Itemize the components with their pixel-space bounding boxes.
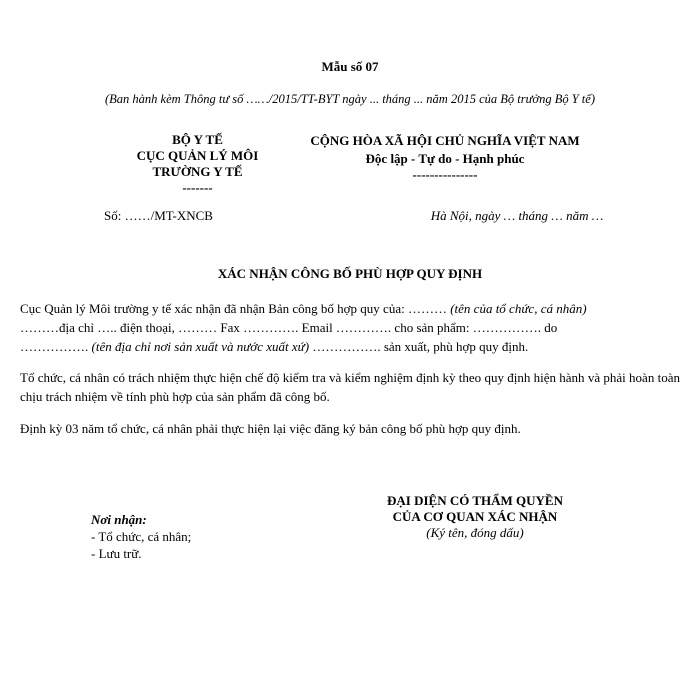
- recipients-heading: Nơi nhận:: [91, 512, 147, 527]
- p1-text2: ………địa chỉ ….. điện thoại, ……… Fax …………. Email …………. cho sản phẩm: ……………. do: [20, 320, 558, 335]
- document-title: XÁC NHẬN CÔNG BỐ PHÙ HỢP QUY ĐỊNH: [217, 266, 483, 281]
- paragraph-confirmation: [20, 299, 680, 356]
- signature-note: (Ký tên, đóng dấu): [426, 525, 524, 540]
- ministry-name: BỘ Y TẾ: [172, 132, 223, 147]
- nation-divider: ---------------: [412, 167, 478, 182]
- paragraph-responsibility: Tổ chức, cá nhân có trách nhiệm thực hiện chế độ kiểm tra và kiểm nghiệm định kỳ theo quy định hiện hành và phải hoàn toàn chịu trách nhiệm về tính phù hợp của sản phẩm đã công bố.: [20, 370, 680, 404]
- recipients-block: [91, 511, 191, 562]
- place-date: Hà Nội, ngày … tháng … năm …: [430, 208, 604, 223]
- p1-text3: …………….: [20, 339, 92, 354]
- signature-title-line2: CỦA CƠ QUAN XÁC NHẬN: [392, 509, 558, 524]
- paragraph-renewal: Định kỳ 03 năm tổ chức, cá nhân phải thực hiện lại việc đăng ký bản công bố phù hợp quy định.: [20, 421, 521, 436]
- signature-title-line1: ĐẠI DIỆN CÓ THẨM QUYỀN: [387, 493, 563, 508]
- form-number: Mẫu số 07: [321, 59, 379, 74]
- issued-with-note: (Ban hành kèm Thông tư số ……/2015/TT-BYT ngày ... tháng ... năm 2015 của Bộ trưởng Bộ Y tế): [105, 92, 595, 106]
- p1-hint-origin: (tên địa chỉ nơi sản xuất và nước xuất xứ): [91, 339, 310, 354]
- p1-text4: ……………. sản xuất, phù hợp quy định.: [309, 339, 529, 354]
- department-name-line1: CỤC QUẢN LÝ MÔI: [136, 148, 259, 163]
- recipient-item: - Lưu trữ.: [91, 546, 142, 561]
- p1-text1: Cục Quản lý Môi trường y tế xác nhận đã nhận Bản công bố hợp quy của: ………: [20, 301, 451, 316]
- issuer-block: [100, 132, 295, 196]
- document-number: Số: ……/MT-XNCB: [104, 208, 213, 223]
- issuer-divider: -------: [182, 180, 213, 195]
- p1-hint-org: (tên của tổ chức, cá nhân): [450, 301, 587, 316]
- department-name-line2: TRƯỜNG Y TẾ: [152, 164, 243, 179]
- signature-block: [340, 493, 610, 541]
- nation-name: CỘNG HÒA XÃ HỘI CHỦ NGHĨA VIỆT NAM: [310, 133, 580, 148]
- nation-block: [280, 132, 610, 183]
- nation-motto: Độc lập - Tự do - Hạnh phúc: [365, 151, 525, 166]
- recipient-item: - Tổ chức, cá nhân;: [91, 529, 192, 544]
